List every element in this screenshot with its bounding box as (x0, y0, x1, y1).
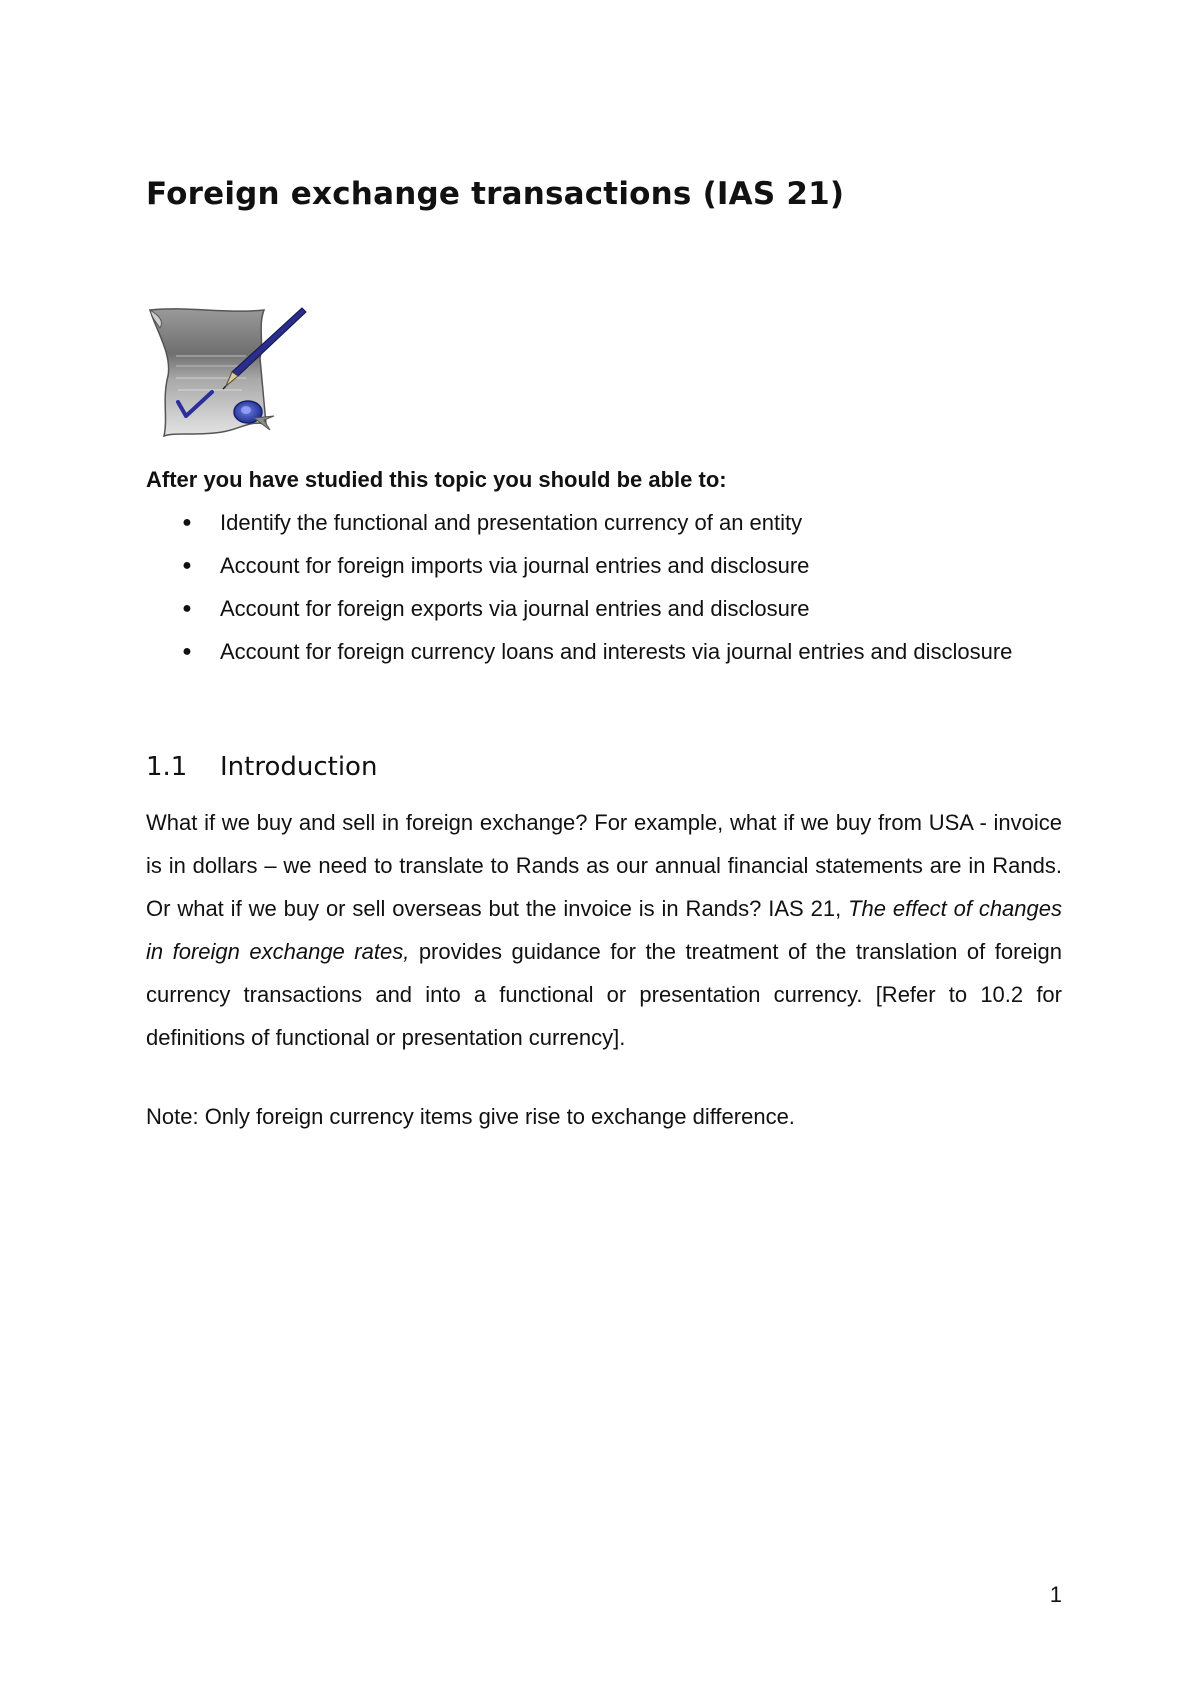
intro-paragraph (146, 801, 1062, 1059)
objectives-heading: After you have studied this topic you should be able to: (146, 467, 727, 492)
list-item-text: Identify the functional and presentation currency of an entity (220, 510, 803, 535)
list-item (146, 544, 1062, 587)
section-heading (146, 747, 1062, 787)
intro-text-end: provides guidance for the treatment of the translation of foreign currency transactions and into a functional or presentation currency. [Refer to 10.2 for definitions of functional or presentation currency]. (146, 939, 1062, 1050)
main-content (146, 458, 1062, 1138)
standard-title-italic: The effect of changes in foreign exchange rates, (146, 896, 1063, 964)
list-item (146, 501, 1062, 544)
intro-text-start: What if we buy and sell in foreign exchange? For example, what if we buy from USA - invoice is in dollars – we need to translate to Rands as our annual financial statements are in Rands. Or what if we buy or sell overseas but the invoice is in Rands? IAS 21, (146, 810, 1062, 921)
signed-document-icon (146, 306, 308, 442)
list-item (146, 630, 1062, 673)
bullet-icon: ● (182, 557, 192, 574)
bullet-icon: ● (182, 514, 192, 531)
section-title: Introduction (220, 752, 378, 782)
bullet-icon: ● (182, 600, 192, 617)
page-number: 1 (1049, 1582, 1062, 1607)
note-paragraph: Note: Only foreign currency items give rise to exchange difference. (146, 1104, 795, 1129)
section-number: 1.1 (146, 752, 188, 782)
objectives-list (146, 501, 1062, 673)
signed-document-icon-graphic (146, 306, 308, 442)
list-item (146, 587, 1062, 630)
bullet-icon: ● (182, 643, 192, 660)
page-title: Foreign exchange transactions (IAS 21) (146, 176, 845, 212)
list-item-text: Account for foreign imports via journal entries and disclosure (220, 553, 810, 578)
list-item-text: Account for foreign exports via journal entries and disclosure (220, 596, 810, 621)
list-item-text: Account for foreign currency loans and interests via journal entries and disclosure (220, 639, 1013, 664)
